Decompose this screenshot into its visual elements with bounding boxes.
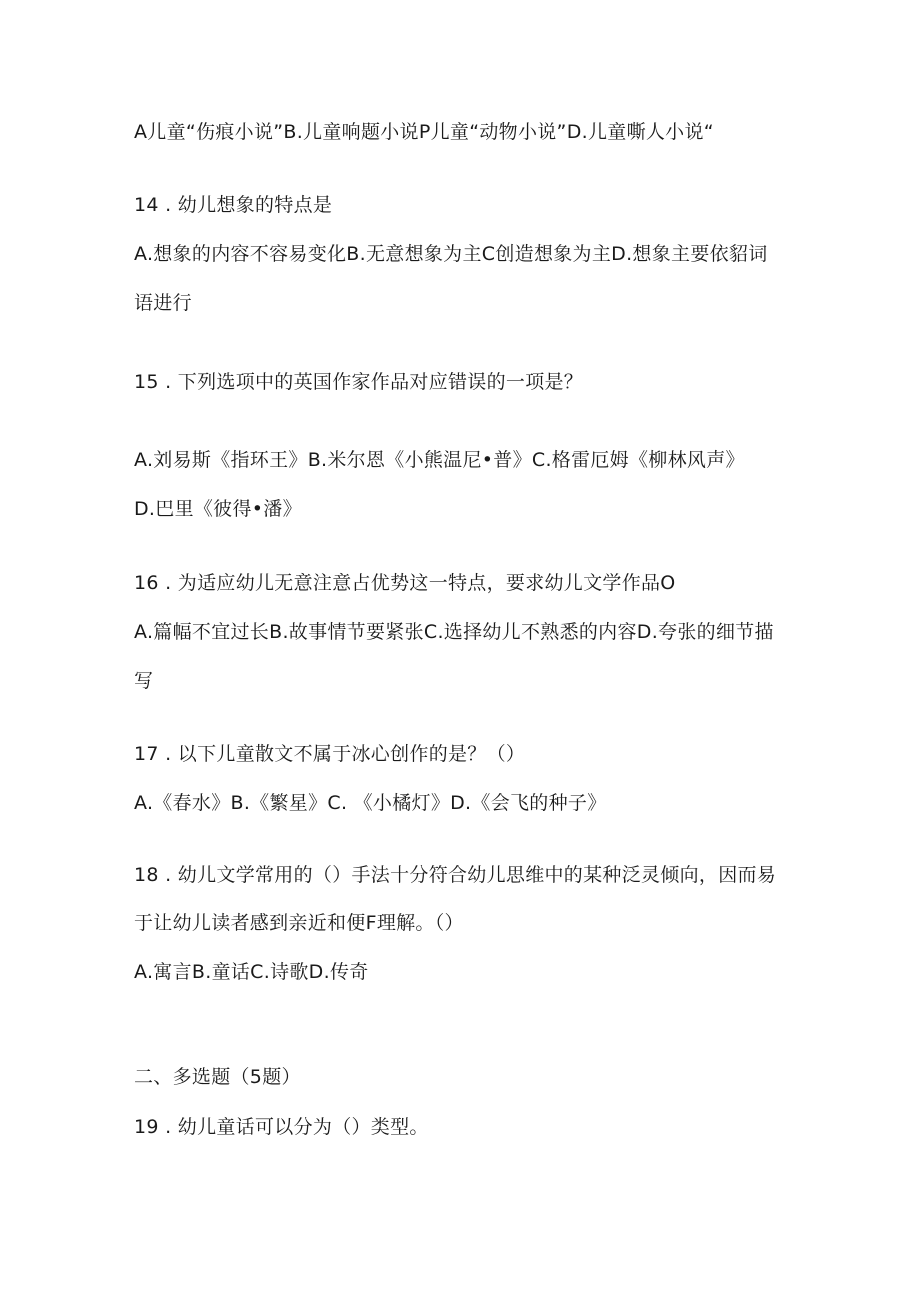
question-15-options-line-1: A.刘易斯《指环王》B.米尔恩《小熊温尼•普》C.格雷厄姆《柳林风声》 bbox=[134, 449, 745, 471]
question-14-options-line-1: A.想象的内容不容易变化B.无意想象为主C创造想象为主D.想象主要依貂词 bbox=[134, 243, 768, 265]
question-18-options: A.寓言B.童话C.诗歌D.传奇 bbox=[134, 961, 369, 983]
question-13-options: A儿童“伤痕小说”B.儿童响题小说P儿童“动物小说”D.儿童嘶人小说“ bbox=[134, 121, 714, 143]
question-18-stem-line-2: 于让幼儿读者感到亲近和便F理解。（） bbox=[134, 912, 464, 934]
question-15-options-line-2: D.巴里《彼得•潘》 bbox=[134, 498, 302, 520]
question-14-options-line-2: 语进行 bbox=[134, 292, 192, 314]
question-16-stem: 16 . 为适应幼儿无意注意占优势这一特点，要求幼儿文学作品O bbox=[134, 572, 676, 594]
question-18-stem-line-1: 18 . 幼儿文学常用的（）手法十分符合幼儿思维中的某种泛灵倾向，因而易 bbox=[134, 864, 777, 886]
question-19-stem: 19 . 幼儿童话可以分为（）类型。 bbox=[134, 1116, 429, 1138]
question-14-stem: 14 . 幼儿想象的特点是 bbox=[134, 194, 333, 216]
question-16-options-line-1: A.篇幅不宜过长B.故事情节要紧张C.选择幼儿不熟悉的内容D.夸张的细节描 bbox=[134, 621, 774, 643]
question-17-stem: 17 . 以下儿童散文不属于冰心创作的是？（） bbox=[134, 743, 526, 765]
section-multiple-choice-heading: 二、多选题（5题） bbox=[134, 1066, 301, 1088]
question-15-stem: 15 . 下列选项中的英国作家作品对应错误的一项是？ bbox=[134, 371, 584, 393]
question-17-options: A.《春水》B.《繁星》C. 《小橘灯》D.《会飞的种子》 bbox=[134, 792, 607, 814]
question-16-options-line-2: 写 bbox=[134, 670, 154, 692]
